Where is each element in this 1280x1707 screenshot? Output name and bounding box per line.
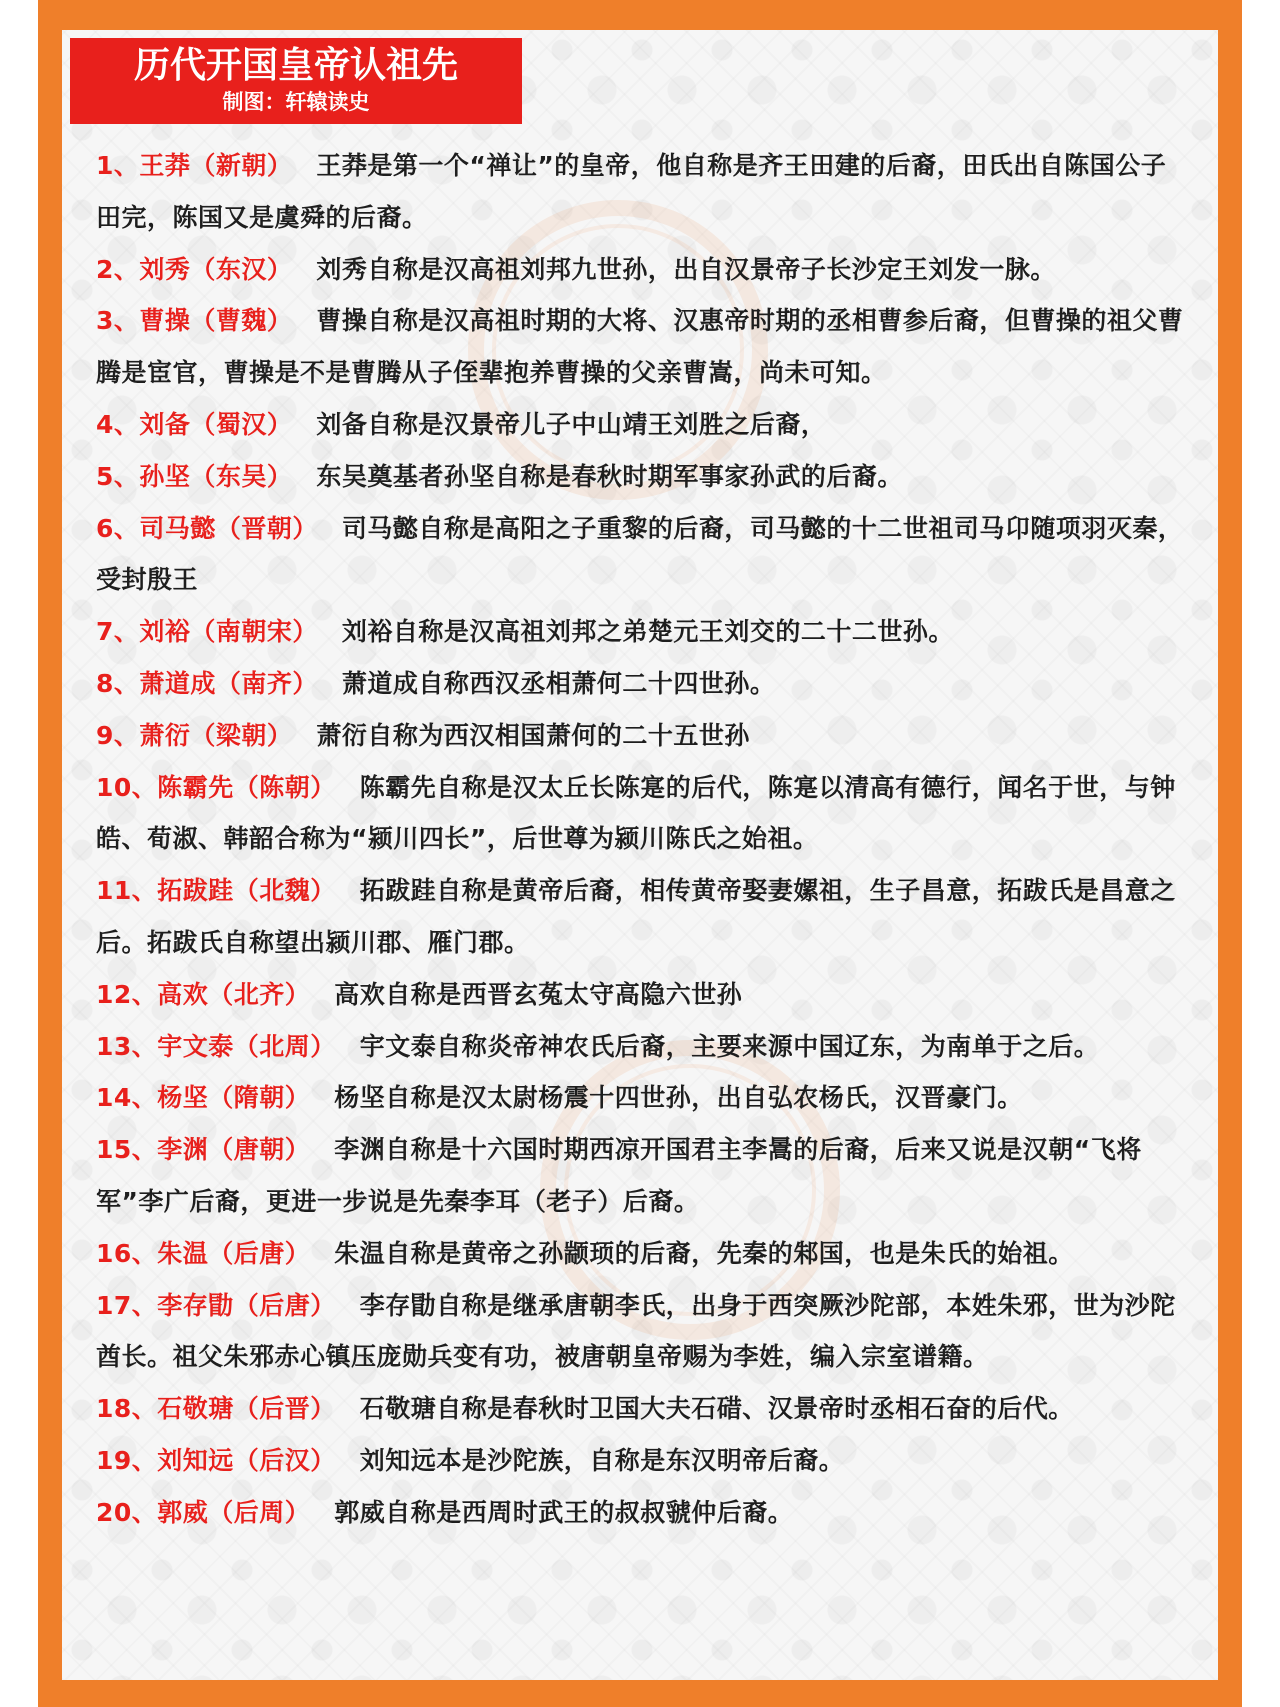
entry-text: 刘裕自称是汉高祖刘邦之弟楚元王刘交的二十二世孙。 (341, 617, 954, 647)
entry-item (96, 606, 1188, 658)
entry-item (96, 710, 1188, 762)
entry-text: 李渊自称是十六国时期西凉开国君主李暠的后裔，后来又说是汉朝“飞将军”李广后裔，更进一步说是先秦李耳（老子）后裔。 (96, 1135, 1142, 1216)
title-banner (70, 38, 522, 124)
entry-label: 5、孙坚（东吴） (96, 461, 293, 491)
entry-label: 17、李存勖（后唐） (96, 1290, 336, 1320)
entry-text: 李存勖自称是继承唐朝李氏，出身于西突厥沙陀部，本姓朱邪，世为沙陀酋长。祖父朱邪赤心镇压庞勋兵变有功，被唐朝皇帝赐为李姓，编入宗室谱籍。 (96, 1290, 1176, 1372)
entry-text: 曹操自称是汉高祖时期的大将、汉惠帝时期的丞相曹参后裔，但曹操的祖父曹腾是宦官，曹操是不是曹腾从子侄辈抱养曹操的父亲曹嵩，尚未可知。 (96, 306, 1184, 388)
entry-label: 10、陈霸先（陈朝） (96, 772, 336, 802)
entry-text: 司马懿自称是高阳之子重黎的后裔，司马懿的十二世祖司马卬随项羽灭秦，受封殷王 (96, 513, 1184, 595)
page-subtitle: 制图：轩辕读史 (222, 90, 370, 114)
entry-item (96, 1280, 1188, 1384)
entry-item (96, 762, 1188, 866)
entry-label: 15、李渊（唐朝） (96, 1135, 311, 1165)
entry-label: 18、石敬瑭（后晋） (96, 1394, 336, 1424)
entry-label: 12、高欢（北齐） (96, 979, 311, 1009)
entry-item (96, 399, 1188, 451)
entry-text: 东吴奠基者孙坚自称是春秋时期军事家孙武的后裔。 (316, 461, 903, 491)
entry-item (96, 1021, 1188, 1073)
entry-text: 杨坚自称是汉太尉杨震十四世孙，出自弘农杨氏，汉晋豪门。 (334, 1083, 1023, 1113)
entry-item (96, 658, 1188, 710)
entry-item (96, 140, 1188, 244)
entry-text: 拓跋跬自称是黄帝后裔，相传黄帝娶妻嫘祖，生子昌意，拓跋氏是昌意之后。拓跋氏自称望出颍川郡、雁门郡。 (96, 876, 1176, 957)
entry-text: 萧道成自称西汉丞相萧何二十四世孙。 (341, 668, 776, 698)
entry-text: 刘备自称是汉景帝儿子中山靖王刘胜之后裔， (316, 409, 827, 439)
entry-label: 11、拓跋跬（北魏） (96, 876, 336, 906)
entry-item (96, 969, 1188, 1021)
page-title: 历代开国皇帝认祖先 (133, 45, 458, 86)
entry-text: 陈霸先自称是汉太丘长陈寔的后代，陈寔以清高有德行，闻名于世，与钟皓、荀淑、韩韶合称为“颍川四长”，后世尊为颍川陈氏之始祖。 (96, 772, 1176, 854)
entry-label: 8、萧道成（南齐） (96, 668, 318, 698)
entry-label: 20、郭威（后周） (96, 1497, 311, 1527)
entry-label: 9、萧衍（梁朝） (96, 720, 293, 750)
entry-label: 7、刘裕（南朝宋） (96, 617, 318, 647)
entry-label: 2、刘秀（东汉） (96, 254, 293, 284)
entry-text: 刘秀自称是汉高祖刘邦九世孙，出自汉景帝子长沙定王刘发一脉。 (316, 254, 1056, 284)
entry-text: 朱温自称是黄帝之孙颛顼的后裔，先秦的邾国，也是朱氏的始祖。 (334, 1238, 1074, 1268)
entry-item (96, 865, 1188, 969)
entry-label: 3、曹操（曹魏） (96, 306, 293, 336)
entry-text: 王莽是第一个“禅让”的皇帝，他自称是齐王田建的后裔，田氏出自陈国公子田完，陈国又是虞舜的后裔。 (96, 151, 1167, 232)
entry-item (96, 1487, 1188, 1539)
entry-text: 石敬瑭自称是春秋时卫国大夫石碏、汉景帝时丞相石奋的后代。 (359, 1394, 1074, 1424)
entry-label: 19、刘知远（后汉） (96, 1445, 336, 1475)
entry-text: 郭威自称是西周时武王的叔叔虢仲后裔。 (334, 1497, 794, 1527)
entry-item (96, 295, 1188, 399)
entry-text: 宇文泰自称炎帝神农氏后裔，主要来源中国辽东，为南单于之后。 (359, 1031, 1100, 1061)
entry-label: 14、杨坚（隋朝） (96, 1083, 311, 1113)
entry-label: 13、宇文泰（北周） (96, 1031, 336, 1061)
entry-item (96, 503, 1188, 607)
entry-label: 4、刘备（蜀汉） (96, 409, 293, 439)
entry-text: 高欢自称是西晋玄菟太守高隐六世孙 (334, 979, 743, 1009)
entry-item (96, 451, 1188, 503)
entry-text: 萧衍自称为西汉相国萧何的二十五世孙 (316, 720, 750, 750)
entry-item (96, 1124, 1188, 1228)
entry-item (96, 1383, 1188, 1435)
entry-label: 1、王莽（新朝） (96, 151, 293, 180)
entry-item (96, 1228, 1188, 1280)
entry-item (96, 1435, 1188, 1487)
entry-text: 刘知远本是沙陀族，自称是东汉明帝后裔。 (359, 1445, 845, 1475)
entry-item (96, 244, 1188, 296)
entry-label: 16、朱温（后唐） (96, 1238, 311, 1268)
entry-list (96, 140, 1188, 1539)
entry-label: 6、司马懿（晋朝） (96, 513, 318, 543)
entry-item (96, 1072, 1188, 1124)
